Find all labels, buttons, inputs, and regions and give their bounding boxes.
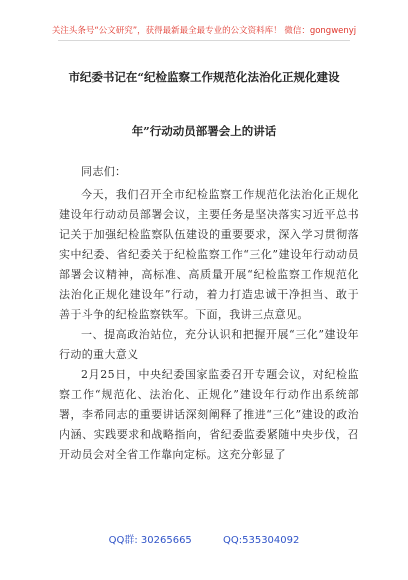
qq-group-text: QQ群: 30265665 [108,535,192,546]
promo-header: 关注头条号“公文研究”，获得最新最全最专业的公文资料库！ 微信：gongwenyj [51,26,357,36]
qq-contact-text: QQ:535304092 [223,535,300,546]
body-paragraph: 今天，我们召开全市纪检监察工作规范化法治化正规化建设年行动动员部署会议，主要任务是坚决落实习近平总书记关于加强纪检监察队伍建设的重要要求，深入学习贯彻落实中纪委、省纪委关于纪检监察工作“三化”建设年行动动员部署会议精神，高标准、高质量开展“纪检监察工作规范化法治化正规化建设年”行动，着力打造忠诚干净担当、敢于善于斗争的纪检监察铁军。下面，我讲三点意见。 [59,188,359,321]
document-body [59,162,359,465]
document-title-line-2: 年”行动动员部署会上的讲话 [131,124,277,138]
header-divider [58,40,350,41]
contact-footer [0,531,408,546]
salutation: 同志们： [81,165,127,178]
body-paragraph: 2月25日，中央纪委国家监委召开专题会议，对纪检监察工作“规范化、法治化、正规化”建设年行动作出系统部署，李希同志的重要讲话深刻阐释了推进“三化”建设的政治内涵、实践要求和战略指向，省纪委监委紧随中央步伐，召开动员会对全省工作靠向定标。这充分彰显了 [59,368,359,461]
section-heading: 一、提高政治站位，充分认识和把握开展“三化”建设年行动的重大意义 [59,328,359,361]
document-title-line-1: 市纪委书记在“纪检监察工作规范化法治化正规化建设 [68,70,340,84]
